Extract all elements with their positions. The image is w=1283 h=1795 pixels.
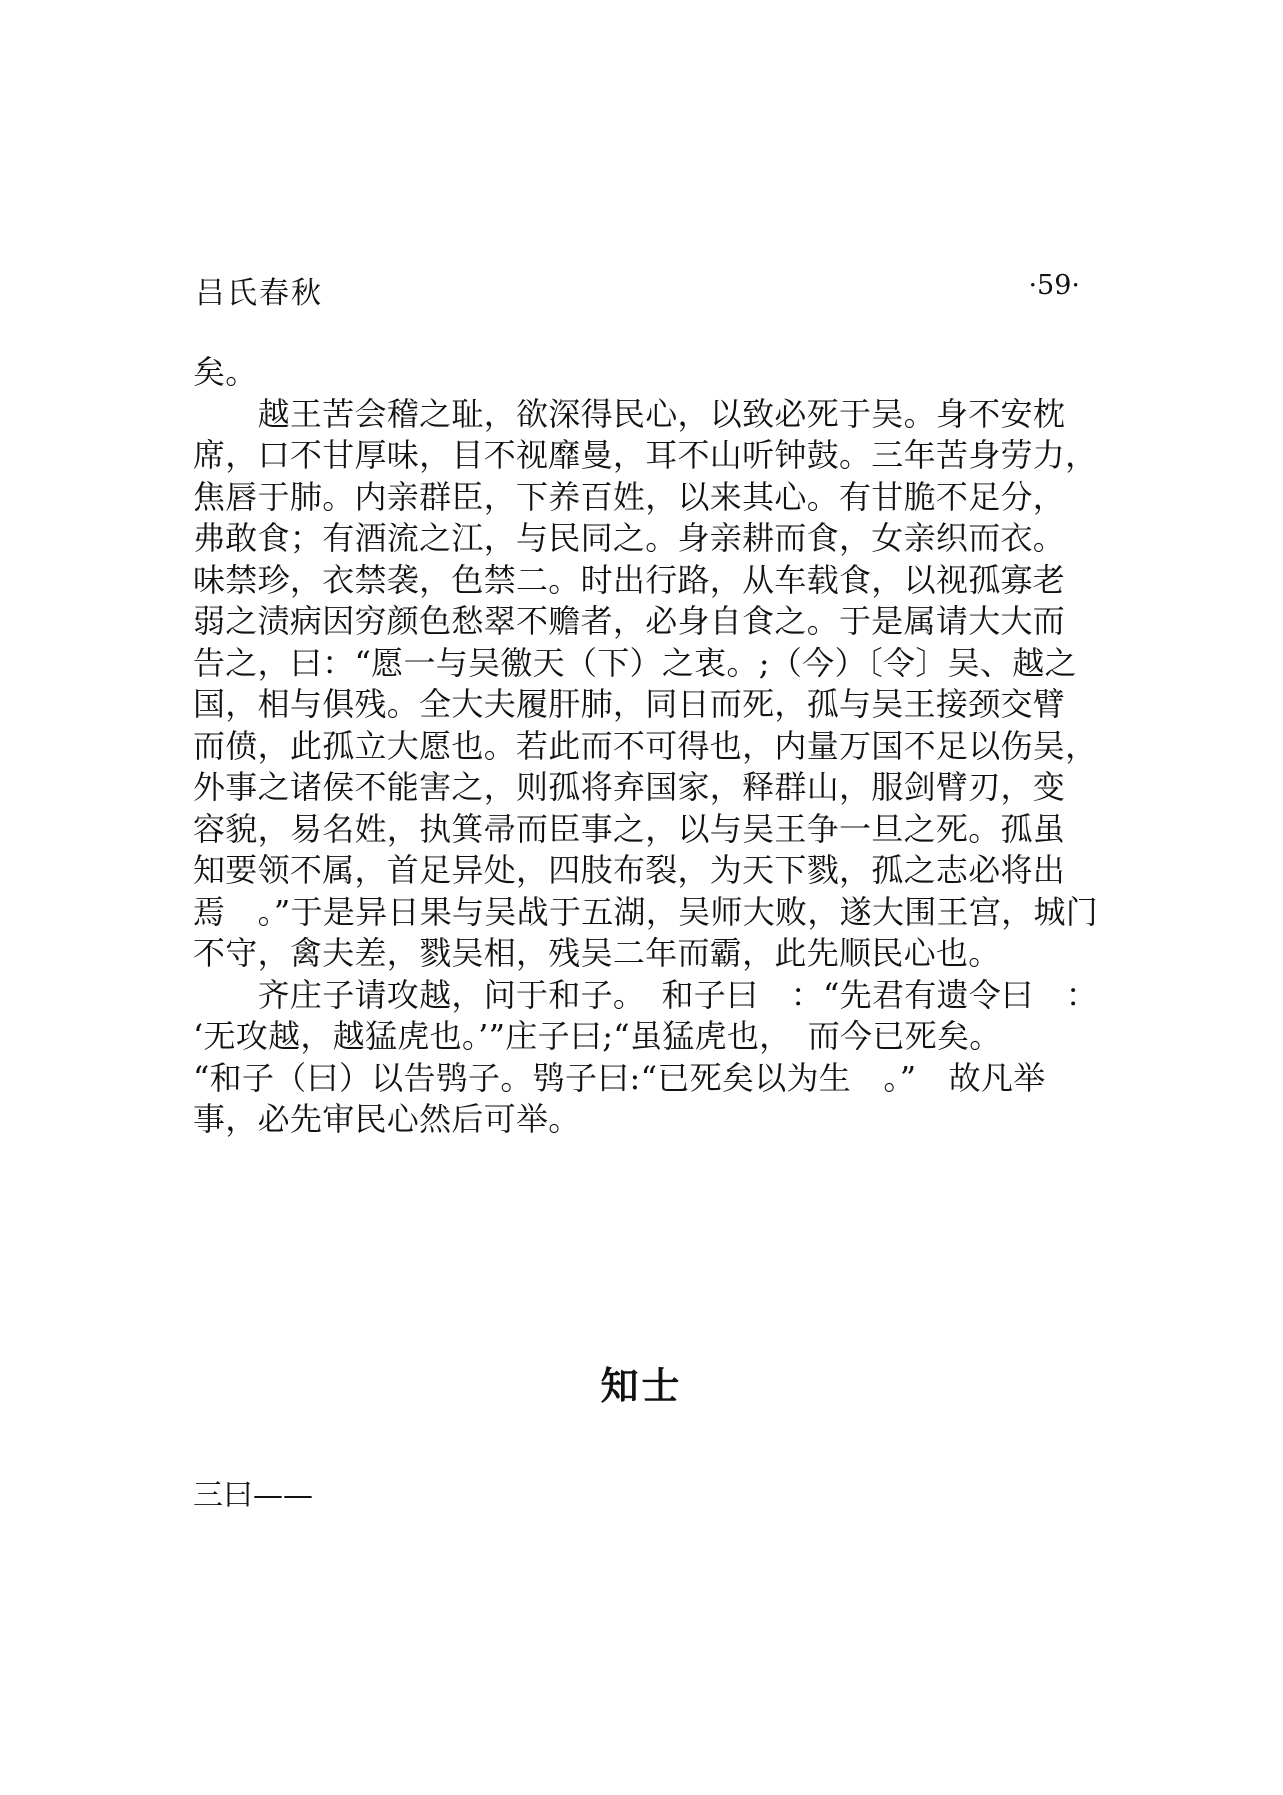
section-title: 知士 bbox=[600, 1364, 683, 1408]
text-line: 弗敢食；有酒流之江，与民同之。身亲耕而食，女亲织而衣。 bbox=[193, 519, 1066, 557]
text-line: 容貌，易名姓，执箕帚而臣事之，以与吴王争一旦之死。孤虽 bbox=[193, 809, 1066, 848]
text-line: 事，必先审民心然后可举。 bbox=[193, 1100, 581, 1138]
running-header bbox=[195, 268, 1095, 318]
text-line: 国，相与俱残。全大夫履肝肺，同日而死，孤与吴王接颈交臂 bbox=[193, 685, 1066, 723]
text-line: 而偾，此孤立大愿也。若此而不可得也，内量万国不足以伤吴， bbox=[193, 726, 1098, 765]
text-line: 焉 。”于是异日果与吴战于五湖，吴师大败，遂大围王宫，城门 bbox=[193, 892, 1099, 931]
text-line: “和子（曰）以告鸮子。鸮子曰:“已死矣以为生 。” 故凡举 bbox=[193, 1058, 1046, 1097]
text-line: 席，口不甘厚味，目不视靡曼，耳不山听钟鼓。三年苦身劳力， bbox=[193, 436, 1098, 474]
text-line: ‘无攻越，越猛虎也。’”庄子曰;“虽猛虎也， 而今已死矣。 bbox=[193, 1017, 1002, 1055]
text-line: 不守，禽夫差，戮吴相，残吴二年而霸，此先顺民心也。 bbox=[193, 934, 1001, 972]
text-line: 矣。 bbox=[193, 353, 258, 391]
text-line: 越王苦会稽之耻，欲深得民心，以致必死于吴。身不安枕 bbox=[193, 394, 1066, 433]
text-line: 味禁珍，衣禁袭，色禁二。时出行路，从车载食，以视孤寡老 bbox=[193, 560, 1066, 599]
text-line: 齐庄子请攻越，问于和子。 和子曰 ：“先君有遗令曰 ： bbox=[193, 975, 1099, 1014]
text-line: 弱之渍病因穷颜色愁翠不赡者，必身自食之。于是属请大大而 bbox=[193, 602, 1066, 640]
text-line: 外事之诸侯不能害之，则孤将弃国家，释群山，服剑臂刃，变 bbox=[193, 768, 1066, 806]
page-number: ·59· bbox=[1028, 270, 1080, 301]
text-line: 焦唇于肺。内亲群臣，下养百姓，以来其心。有甘脆不足分， bbox=[193, 477, 1066, 516]
text-line: 告之，曰：“愿一与吴徼天（下）之衷。;（今）〔令〕吴、越之 bbox=[193, 643, 1077, 682]
text-line: 知要领不属，首足异处，四肢布裂，为天下戮，孤之志必将出 bbox=[193, 851, 1066, 889]
body-text bbox=[193, 352, 1133, 1141]
book-title: 吕氏春秋 bbox=[195, 276, 323, 311]
section-opening: 三曰—— bbox=[193, 1478, 313, 1513]
